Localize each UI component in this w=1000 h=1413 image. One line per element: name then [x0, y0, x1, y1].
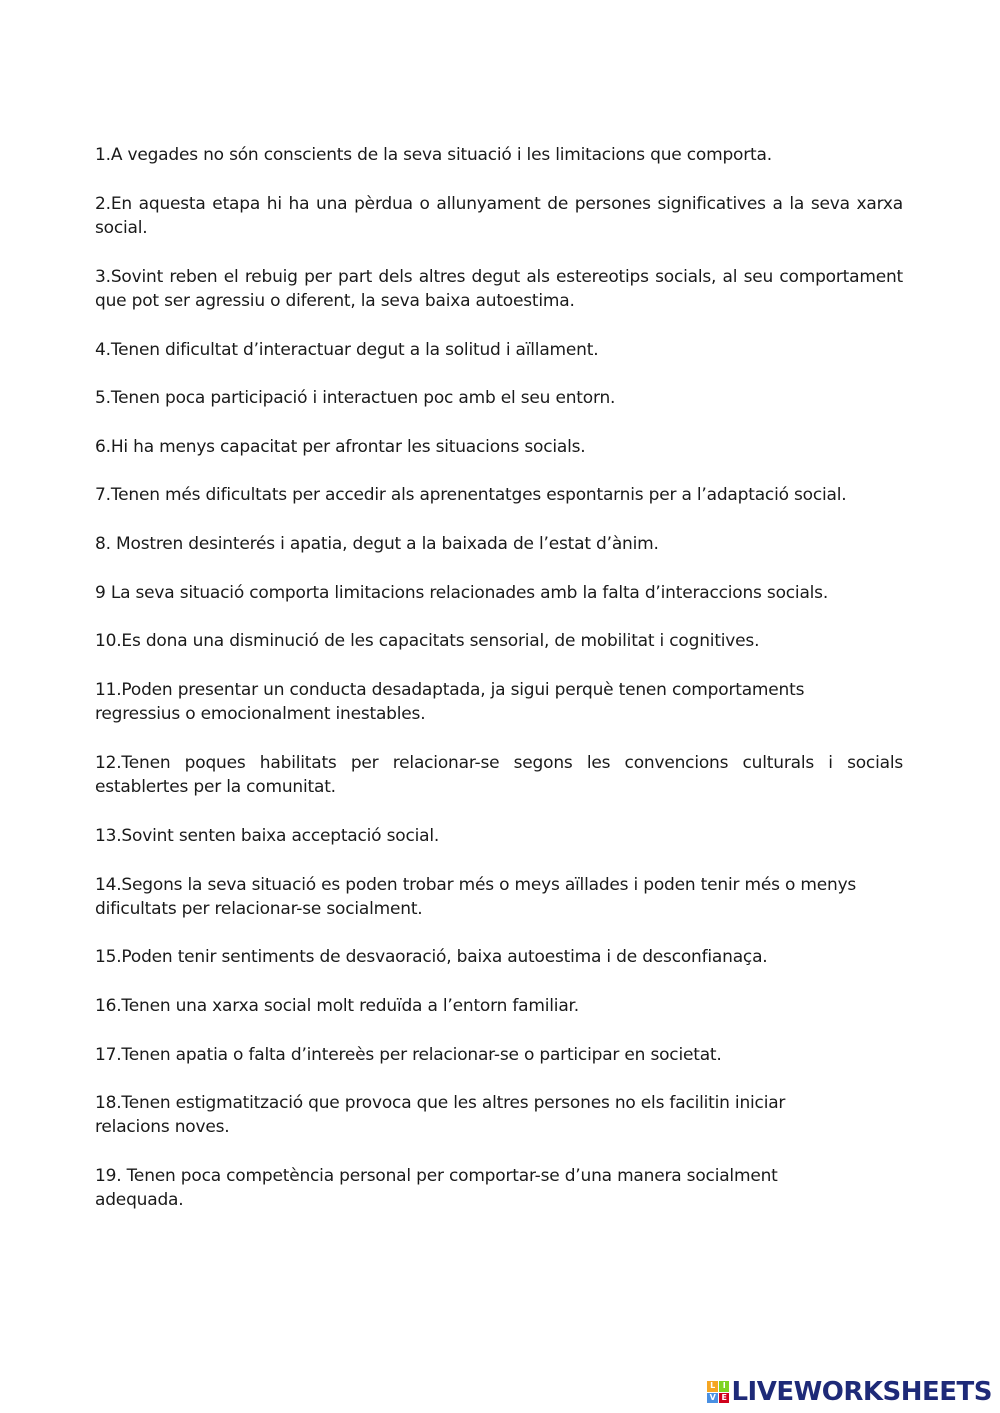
list-item: 13.Sovint senten baixa acceptació social. — [95, 826, 440, 846]
list-item: 10.Es dona una disminució de les capacitats sensorial, de mobilitat i cognitives. — [95, 631, 760, 651]
list-item: 1.A vegades no són conscients de la seva situació i les limitacions que comporta. — [95, 145, 772, 165]
list-item: 8. Mostren desinterés i apatia, degut a la baixada de l’estat d’ànim. — [95, 534, 659, 554]
list-item: 19. Tenen poca competència personal per comportar-se d’una manera socialment adequada. — [95, 1166, 778, 1210]
list-item: 5.Tenen poca participació i interactuen poc amb el seu entorn. — [95, 388, 616, 408]
list-item: 11.Poden presentar un conducta desadaptada, ja sigui perquè tenen comportaments regressius o emocionalment inestables. — [95, 680, 805, 724]
list-item: 7.Tenen més dificultats per accedir als aprenentatges espontarnis per a l’adaptació social. — [95, 485, 847, 505]
logo-letter: L — [707, 1381, 718, 1392]
logo-letter: I — [719, 1381, 730, 1392]
list-item: 9 La seva situació comporta limitacions relacionades amb la falta d’interaccions socials. — [95, 583, 829, 603]
liveworksheets-logo-icon — [707, 1381, 729, 1403]
list-item: 12.Tenen poques habilitats per relacionar-se segons les convencions culturals i socials establertes per la comunitat. — [95, 753, 903, 797]
logo-letter: V — [707, 1393, 718, 1404]
list-item: 6.Hi ha menys capacitat per afrontar les situacions socials. — [95, 437, 586, 457]
liveworksheets-brand — [707, 1377, 992, 1407]
list-item: 3.Sovint reben el rebuig per part dels altres degut als estereotips socials, al seu comportament que pot ser agressiu o diferent, la seva baixa autoestima. — [95, 267, 903, 311]
list-item: 4.Tenen dificultat d’interactuar degut a la solitud i aïllament. — [95, 340, 599, 360]
list-item: 16.Tenen una xarxa social molt reduïda a l’entorn familiar. — [95, 996, 579, 1016]
list-item: 18.Tenen estigmatització que provoca que les altres persones no els facilitin iniciar relacions noves. — [95, 1093, 786, 1137]
list-item: 2.En aquesta etapa hi ha una pèrdua o allunyament de persones significatives a la seva xarxa social. — [95, 194, 903, 238]
list-item: 15.Poden tenir sentiments de desvaoració, baixa autoestima i de desconfianaça. — [95, 947, 768, 967]
brand-name: LIVEWORKSHEETS — [731, 1377, 992, 1407]
list-item: 17.Tenen apatia o falta d’intereès per relacionar-se o participar en societat. — [95, 1045, 722, 1065]
list-item: 14.Segons la seva situació es poden trobar més o meys aïllades i poden tenir més o menys dificultats per relacionar-se socialment. — [95, 875, 857, 919]
logo-letter: E — [719, 1393, 730, 1404]
